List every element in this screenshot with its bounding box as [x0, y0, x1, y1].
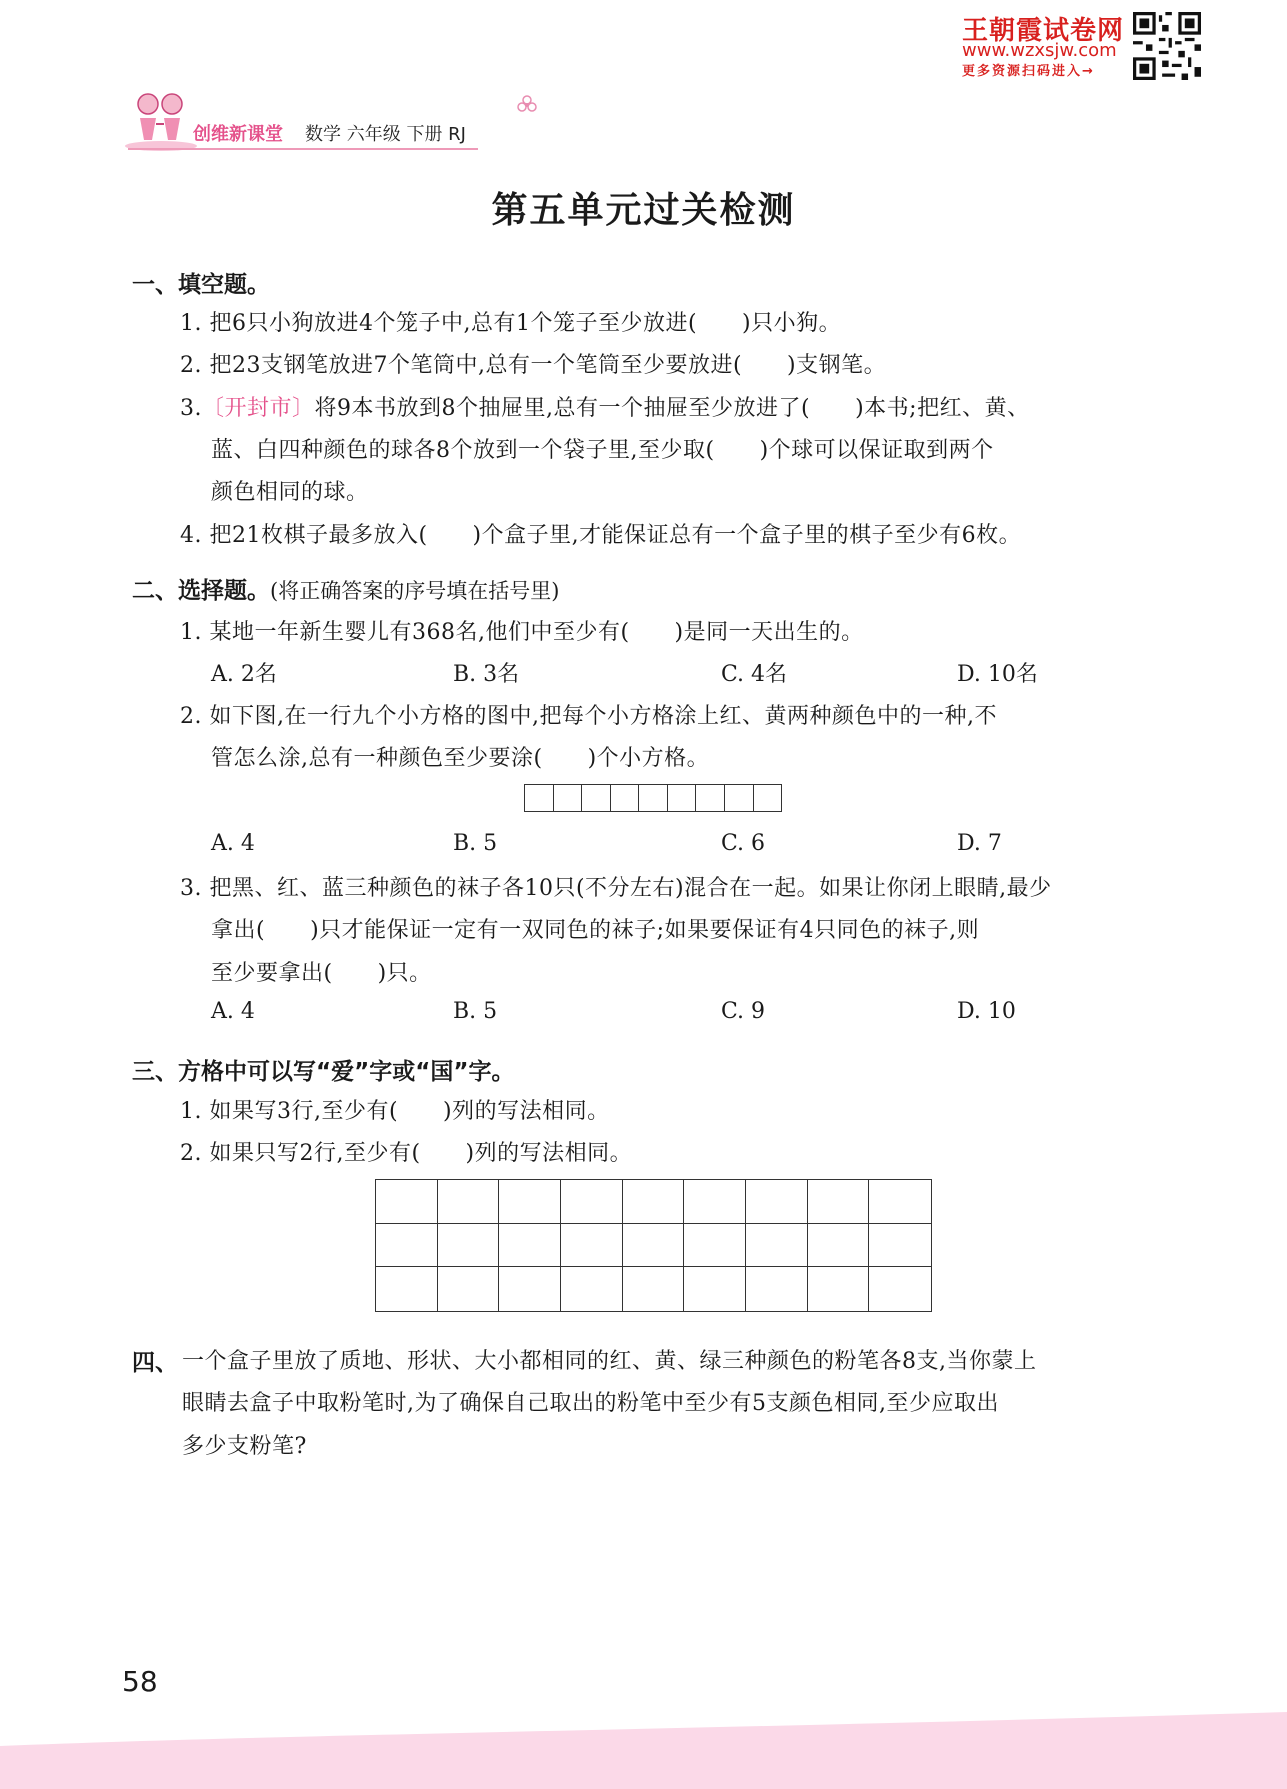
s2-question-3-line-1: 3. 把黑、红、蓝三种颜色的袜子各10只(不分左右)混合在一起。如果让你闭上眼睛,最少 — [180, 876, 1052, 901]
s2-q1-option-c: C. 4名 — [721, 662, 788, 687]
s2-question-2-line-2: 管怎么涂,总有一种颜色至少要涂( )个小方格。 — [211, 746, 710, 771]
s1-question-1: 1. 把6只小狗放进4个笼子中,总有1个笼子至少放进( )只小狗。 — [180, 311, 842, 336]
grid-cell — [561, 1180, 623, 1224]
s2-q2-option-a: A. 4 — [211, 831, 255, 856]
grid-cell — [746, 1224, 808, 1268]
mascot-icon — [122, 88, 200, 152]
s1-question-2: 2. 把23支钢笔放进7个笔筒中,总有一个笔筒至少要放进( )支钢笔。 — [180, 353, 887, 378]
grid-cell — [623, 1180, 685, 1224]
s2-question-3-line-2: 拿出( )只才能保证一定有一双同色的袜子;如果要保证有4只同色的袜子,则 — [211, 918, 980, 943]
grid-cell — [438, 1267, 500, 1311]
s4-line-3: 多少支粉笔? — [182, 1434, 307, 1459]
writing-grid — [375, 1179, 932, 1312]
grid-cell — [639, 785, 668, 811]
s2-q1-option-a: A. 2名 — [211, 662, 277, 687]
grid-cell — [376, 1180, 438, 1224]
s2-q1-option-d: D. 10名 — [957, 662, 1038, 687]
section-4-prefix: 四、 — [132, 1350, 178, 1376]
section-2-heading — [132, 572, 559, 605]
region-tag: 〔开封市〕 — [202, 396, 315, 421]
s1-question-3-line-2: 蓝、白四种颜色的球各8个放到一个袋子里,至少取( )个球可以保证取到两个 — [211, 438, 994, 463]
series-name: 创维新课堂 — [193, 124, 283, 145]
grid-cell — [582, 785, 611, 811]
s4-line-2: 眼睛去盒子中取粉笔时,为了确保自己取出的粉笔中至少有5支颜色相同,至少应取出 — [182, 1391, 999, 1416]
book-info: 数学 六年级 下册 RJ — [305, 124, 466, 145]
s2-q3-option-d: D. 10 — [957, 999, 1016, 1024]
grid-cell — [561, 1224, 623, 1268]
question-number: 3. — [180, 396, 202, 421]
grid-cell — [808, 1224, 870, 1268]
s2-q3-option-c: C. 9 — [721, 999, 766, 1024]
grid-cell — [746, 1180, 808, 1224]
s2-q3-option-a: A. 4 — [211, 999, 255, 1024]
page-number: 58 — [122, 1665, 158, 1698]
question-text: 将9本书放到8个抽屉里,总有一个抽屉至少放进了( )本书;把红、黄、 — [314, 396, 1030, 421]
header-divider — [128, 148, 478, 150]
s2-question-3-line-3: 至少要拿出( )只。 — [211, 961, 432, 986]
s3-question-1: 1. 如果写3行,至少有( )列的写法相同。 — [180, 1099, 610, 1124]
s2-question-2-line-1: 2. 如下图,在一行九个小方格的图中,把每个小方格涂上红、黄两种颜色中的一种,不 — [180, 704, 997, 729]
grid-cell — [376, 1224, 438, 1268]
grid-cell — [808, 1180, 870, 1224]
section-2-note: (将正确答案的序号填在括号里) — [270, 579, 560, 603]
grid-cell — [376, 1267, 438, 1311]
grid-cell — [561, 1267, 623, 1311]
s2-q3-option-b: B. 5 — [453, 999, 498, 1024]
nine-square-row — [524, 784, 782, 812]
grid-cell — [869, 1180, 931, 1224]
footer-band — [0, 1712, 1287, 1789]
s1-question-3-line-3: 颜色相同的球。 — [211, 480, 369, 505]
grid-cell — [499, 1180, 561, 1224]
s1-question-3-line-1 — [180, 391, 1030, 422]
grid-cell — [684, 1224, 746, 1268]
grid-cell — [525, 785, 554, 811]
grid-cell — [684, 1267, 746, 1311]
grid-cell — [499, 1267, 561, 1311]
grid-cell — [499, 1224, 561, 1268]
s3-question-2: 2. 如果只写2行,至少有( )列的写法相同。 — [180, 1141, 633, 1166]
s2-q2-option-d: D. 7 — [957, 831, 1002, 856]
grid-cell — [554, 785, 583, 811]
brand-url[interactable]: www.wzxsjw.com — [962, 40, 1117, 61]
s1-question-4: 4. 把21枚棋子最多放入( )个盒子里,才能保证总有一个盒子里的棋子至少有6枚。 — [180, 523, 1022, 548]
section-2-title: 二、选择题。 — [132, 578, 270, 604]
s2-q2-option-c: C. 6 — [721, 831, 766, 856]
grid-cell — [623, 1267, 685, 1311]
s2-q2-option-b: B. 5 — [453, 831, 498, 856]
grid-cell — [623, 1224, 685, 1268]
s2-q1-option-b: B. 3名 — [453, 662, 520, 687]
grid-cell — [725, 785, 754, 811]
grid-cell — [438, 1180, 500, 1224]
grid-cell — [696, 785, 725, 811]
grid-cell — [869, 1267, 931, 1311]
qr-code-icon[interactable] — [1133, 12, 1201, 80]
s4-line-1: 一个盒子里放了质地、形状、大小都相同的红、黄、绿三种颜色的粉笔各8支,当你蒙上 — [182, 1349, 1037, 1374]
grid-cell — [754, 785, 782, 811]
s2-question-1: 1. 某地一年新生婴儿有368名,他们中至少有( )是同一天出生的。 — [180, 620, 864, 645]
grid-cell — [746, 1267, 808, 1311]
section-3-heading: 三、方格中可以写“爱”字或“国”字。 — [132, 1059, 515, 1085]
brand-name: 王朝霞试卷网 — [962, 16, 1125, 46]
page-title: 第五单元过关检测 — [491, 190, 796, 231]
brand-tip: 更多资源扫码进入→ — [962, 64, 1095, 79]
grid-cell — [438, 1224, 500, 1268]
grid-cell — [684, 1180, 746, 1224]
grid-cell — [668, 785, 697, 811]
flower-icon — [516, 94, 538, 116]
section-1-heading: 一、填空题。 — [132, 272, 270, 298]
grid-cell — [869, 1224, 931, 1268]
grid-cell — [808, 1267, 870, 1311]
grid-cell — [611, 785, 640, 811]
